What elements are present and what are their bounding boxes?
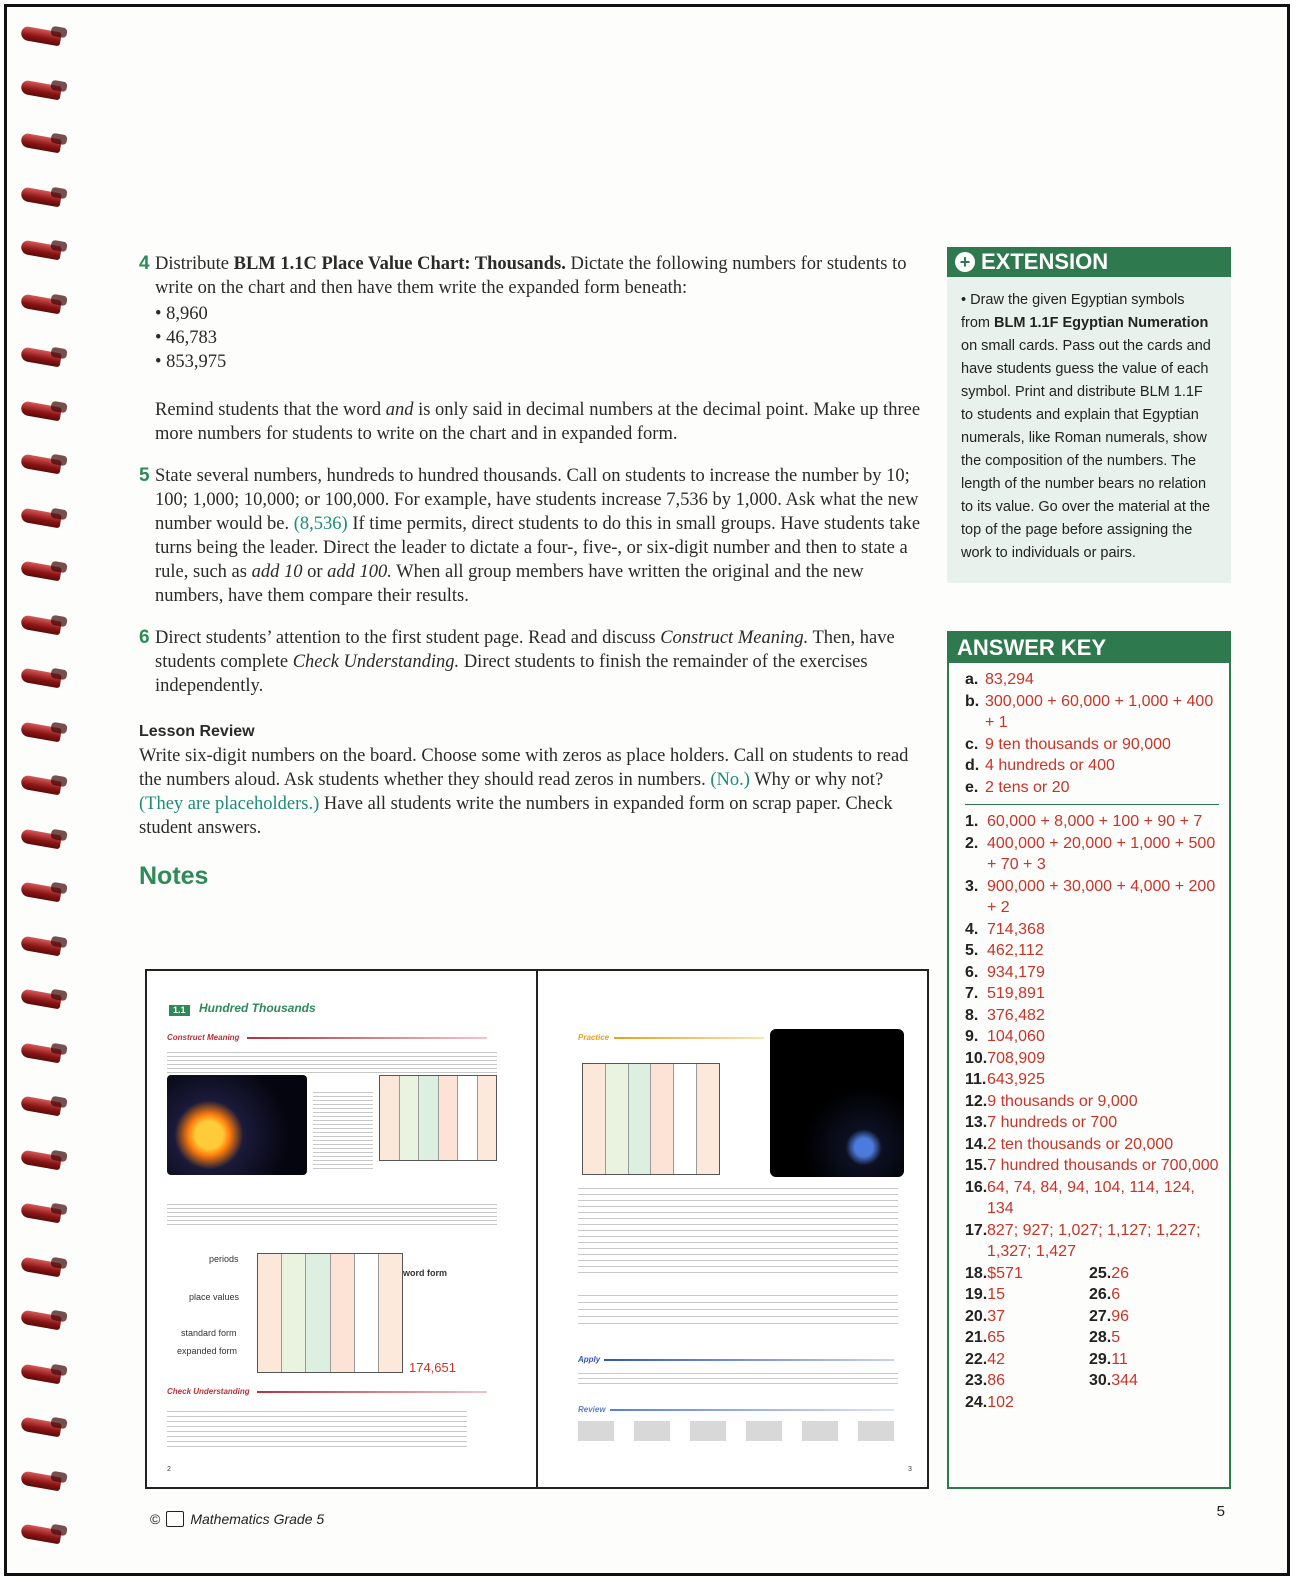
answer-item [965, 1155, 1219, 1177]
answer-value: 300,000 + 60,000 + 1,000 + 400 + 1 [985, 692, 1214, 731]
apply-problem [578, 1369, 898, 1385]
answer-value: 900,000 + 30,000 + 4,000 + 200 + 2 [987, 877, 1216, 916]
answer-value: 714,368 [987, 920, 1045, 938]
spiral-ring [21, 81, 67, 101]
answer-label: c. [965, 735, 979, 753]
spiral-ring [21, 1525, 67, 1545]
big-number: 174,651 [409, 1360, 456, 1375]
spiral-ring [21, 1472, 67, 1492]
review-exercises [578, 1421, 898, 1441]
answer-label: 15. [965, 1157, 988, 1174]
emphasis: Construct Meaning. [660, 628, 809, 648]
emphasis: Check Understanding. [292, 652, 460, 672]
place-value-exercises [578, 1289, 898, 1329]
spiral-ring [21, 241, 67, 261]
answer-value: 519,891 [987, 985, 1045, 1002]
answer-label: 30. [1089, 1372, 1112, 1389]
spiral-ring [21, 776, 67, 796]
standard-form-label: standard form [181, 1328, 237, 1338]
answer-item [1089, 1306, 1213, 1328]
numbered-answers [965, 811, 1219, 1263]
step-text: Distribute [155, 254, 234, 274]
spiral-binding [21, 27, 73, 1567]
extension-header [947, 247, 1231, 277]
answer-item [965, 1220, 1219, 1263]
number-list [155, 302, 929, 374]
spiral-ring [21, 1204, 67, 1224]
caption-text [313, 1089, 373, 1169]
answer-value: 5 [1111, 1329, 1121, 1346]
student-pages-thumbnail [145, 969, 929, 1489]
answer-label: 29. [1089, 1350, 1112, 1368]
answer-value: 6 [1111, 1286, 1121, 1303]
spiral-ring [21, 27, 67, 47]
answer-item [965, 1263, 1089, 1285]
answer-item [965, 940, 1219, 962]
answer-item [965, 1091, 1219, 1113]
answer-columns [965, 1263, 1219, 1414]
text: Direct students to finish the remainder of the exercises independently. [155, 652, 868, 696]
text: is only said in decimal numbers at the decimal point. Make up three more numbers for students to write on the chart and in expanded form. [155, 400, 921, 444]
answer-label: 6. [965, 963, 979, 981]
answer-value: 9 ten thousands or 90,000 [985, 735, 1171, 753]
answer-column-left [965, 1263, 1089, 1414]
page-number: 3 [908, 1466, 912, 1473]
page-number: 2 [167, 1466, 171, 1473]
answer-label: e. [965, 778, 979, 796]
answer-item [965, 1284, 1089, 1306]
lesson-number-tag: 1.1 [169, 1005, 190, 1016]
answer-value: 102 [987, 1393, 1014, 1411]
practice-exercises [578, 1183, 898, 1273]
answer-value: 7 hundreds or 700 [987, 1114, 1118, 1131]
step-number: 5 [139, 465, 150, 486]
student-page-right [538, 971, 927, 1487]
extension-box [947, 247, 1231, 583]
answer-value: 26 [1111, 1264, 1130, 1282]
lesson-review-text [139, 744, 929, 840]
spiral-ring [21, 455, 67, 475]
answer-label: 27. [1089, 1307, 1112, 1325]
answer-label: 23. [965, 1372, 988, 1389]
answer-value: 9 thousands or 9,000 [987, 1092, 1138, 1110]
answer-value: 64, 74, 84, 94, 104, 114, 124, 134 [987, 1178, 1195, 1217]
answer-text: (They are placeholders.) [139, 794, 320, 814]
spiral-ring [21, 188, 67, 208]
lesson-review [139, 720, 929, 840]
step-6 [139, 626, 929, 698]
text: or [302, 562, 328, 582]
spiral-ring [21, 509, 67, 529]
practice-heading: Practice [578, 1033, 610, 1042]
text: Why or why not? [749, 770, 884, 790]
review-heading: Review [578, 1405, 606, 1414]
answer-value: 83,294 [985, 671, 1034, 688]
check-exercises [167, 1407, 467, 1447]
spiral-ring [21, 990, 67, 1010]
answer-value: 344 [1111, 1372, 1138, 1389]
step-number: 6 [139, 627, 150, 648]
answer-label: 7. [965, 985, 979, 1002]
answer-label: 4. [965, 920, 979, 938]
text: Direct students’ attention to the first student page. Read and discuss [155, 628, 661, 648]
answer-label: 19. [965, 1286, 988, 1303]
spiral-ring [21, 562, 67, 582]
spiral-ring [21, 669, 67, 689]
answer-value: 42 [987, 1350, 1006, 1368]
answer-label: 22. [965, 1350, 988, 1368]
answer-item [965, 669, 1219, 691]
answer-item [965, 1327, 1089, 1349]
lesson-steps [139, 252, 929, 888]
spiral-ring [21, 134, 67, 154]
answer-item [965, 734, 1219, 756]
blm-reference: BLM 1.1C Place Value Chart: Thousands. [233, 254, 566, 274]
spiral-ring [21, 723, 67, 743]
answer-label: 5. [965, 942, 979, 959]
page-frame [4, 4, 1290, 1576]
book-title: Mathematics Grade 5 [190, 1511, 325, 1527]
lesson-title: Hundred Thousands [199, 1001, 316, 1015]
answer-value: 643,925 [987, 1071, 1045, 1088]
answer-label: 13. [965, 1114, 988, 1131]
answer-value: 96 [1111, 1307, 1130, 1325]
answer-label: 2. [965, 834, 979, 852]
word-form-label: word form [403, 1268, 447, 1278]
answer-value: 376,482 [987, 1006, 1045, 1024]
spiral-ring [21, 1258, 67, 1278]
answer-label: d. [965, 757, 980, 774]
answer-label: 18. [965, 1264, 988, 1282]
answer-label: 8. [965, 1006, 979, 1024]
place-value-diagram [257, 1253, 403, 1373]
step-4 [139, 252, 929, 446]
heading-rule [610, 1409, 894, 1411]
expanded-form-label: expanded form [177, 1346, 238, 1356]
step-paragraph [155, 398, 929, 446]
text: Then, have students complete [155, 628, 895, 672]
spiral-ring [21, 1097, 67, 1117]
answer-item [965, 833, 1219, 876]
spiral-ring [21, 348, 67, 368]
answer-item [965, 1370, 1089, 1392]
answer-value: 2 tens or 20 [985, 778, 1070, 796]
answer-item [1089, 1370, 1213, 1392]
answer-label: 28. [1089, 1329, 1112, 1346]
answer-list [949, 663, 1229, 1413]
place-values-label: place values [189, 1292, 240, 1302]
answer-value: 15 [987, 1286, 1006, 1303]
answer-item [965, 777, 1219, 799]
answer-value: 400,000 + 20,000 + 1,000 + 500 + 70 + 3 [987, 834, 1216, 873]
answer-value: $571 [987, 1264, 1023, 1282]
answer-value: 86 [987, 1372, 1006, 1389]
answer-item [965, 811, 1219, 833]
letter-answers [965, 669, 1219, 798]
answer-label: b. [965, 692, 980, 710]
solar-system-image [167, 1075, 307, 1175]
answer-item [965, 919, 1219, 941]
spiral-ring [21, 883, 67, 903]
answer-value: 462,112 [987, 942, 1044, 959]
answer-label: 20. [965, 1307, 988, 1325]
answer-item [965, 1392, 1089, 1414]
answer-item [965, 1026, 1219, 1048]
answer-label: 1. [965, 813, 979, 830]
text: When all group members have written the original and the new numbers, have them compare their results. [155, 562, 864, 606]
text: State several numbers, hundreds to hundred thousands. Call on students to increase the number by 10; 100; 1,000; 10,000; or 100,000. For example, have students increase 7,536 by 1,000. Ask what the new number would be. [155, 466, 919, 534]
answer-key-box [947, 631, 1231, 1489]
notes-heading: Notes [139, 862, 209, 890]
spiral-ring [21, 295, 67, 315]
answer-value: 11 [1111, 1350, 1128, 1368]
plus-icon: + [955, 252, 975, 272]
answer-label: 24. [965, 1393, 988, 1411]
heading-rule [257, 1391, 487, 1393]
student-page-left [147, 971, 538, 1487]
answer-value: 60,000 + 8,000 + 100 + 90 + 7 [987, 813, 1203, 830]
answer-value: 7 hundred thousands or 700,000 [987, 1157, 1219, 1174]
text: • Draw the given Egyptian symbols from [961, 292, 1185, 331]
answer-item [965, 1005, 1219, 1027]
spiral-ring [21, 1418, 67, 1438]
blm-reference: BLM 1.1F Egyptian Numeration [994, 315, 1209, 331]
answer-item [965, 1177, 1219, 1220]
practice-chart [582, 1063, 720, 1175]
answer-key-title: ANSWER KEY [957, 635, 1107, 660]
heading-rule [247, 1037, 487, 1039]
answer-label: 17. [965, 1221, 988, 1239]
answer-column-right [1089, 1263, 1213, 1414]
answer-item [965, 755, 1219, 777]
answer-item [965, 691, 1219, 734]
answer-value: 4 hundreds or 400 [985, 757, 1115, 774]
apply-heading: Apply [578, 1355, 601, 1364]
step-text: Dictate the following numbers for students to write on the chart and then have them write the expanded form beneath: [155, 254, 907, 298]
answer-item [1089, 1327, 1213, 1349]
answer-label: 21. [965, 1329, 988, 1346]
spiral-ring [21, 937, 67, 957]
answer-value: 827; 927; 1,027; 1,127; 1,227; 1,327; 1,427 [987, 1221, 1201, 1260]
heading-rule [614, 1037, 764, 1039]
answer-item [965, 1069, 1219, 1091]
answer-value: 37 [987, 1307, 1006, 1325]
place-value-chart [379, 1075, 497, 1161]
answer-label: 25. [1089, 1264, 1112, 1282]
answer-label: 12. [965, 1092, 988, 1110]
answer-item [965, 1134, 1219, 1156]
answer-value: 708,909 [987, 1049, 1046, 1067]
periods-label: periods [209, 1254, 239, 1264]
answer-label: 11. [965, 1071, 987, 1088]
answer-item [1089, 1349, 1213, 1371]
answer-item [1089, 1263, 1213, 1285]
text: on small cards. Pass out the cards and have students guess the value of each symbol. Print and distribute BLM 1.1F to students and explain that Egyptian numerals, like Roman numerals, show the composition of the numbers. The length of the number bears no relation to its value. Go over the material at the top of the page before assigning the work to individuals or pairs. [961, 338, 1211, 561]
step-number: 4 [139, 253, 150, 274]
spiral-ring [21, 1151, 67, 1171]
spiral-ring [21, 1365, 67, 1385]
answer-text: (8,536) [293, 514, 348, 534]
answer-value: 934,179 [987, 963, 1045, 981]
list-item: • 46,783 [155, 328, 217, 348]
check-understanding-heading: Check Understanding [167, 1387, 250, 1396]
answer-label: 26. [1089, 1286, 1112, 1303]
spiral-ring [21, 1311, 67, 1331]
text: Have all students write the numbers in expanded form on scrap paper. Check student answers. [139, 794, 893, 838]
construct-meaning-heading: Construct Meaning [167, 1033, 240, 1042]
text: Write six-digit numbers on the board. Choose some with zeros as place holders. Call on students to read the numbers aloud. Ask students whether they should read zeros in numbers. [139, 746, 909, 790]
spiral-ring [21, 1044, 67, 1064]
text: Remind students that the word [155, 400, 386, 420]
answer-label: 10. [965, 1049, 988, 1067]
spiral-ring [21, 402, 67, 422]
answer-text: (No.) [710, 770, 750, 790]
heading-rule [604, 1359, 894, 1361]
answer-key-header [949, 633, 1229, 663]
answer-item [965, 983, 1219, 1005]
extension-title: EXTENSION [981, 249, 1109, 274]
answer-item [1089, 1284, 1213, 1306]
divider [965, 804, 1219, 805]
spiral-ring [21, 616, 67, 636]
emphasis: add 100. [327, 562, 392, 582]
answer-value: 104,060 [987, 1028, 1045, 1045]
lesson-review-heading: Lesson Review [139, 723, 255, 740]
answer-label: 3. [965, 877, 979, 895]
answer-item [965, 962, 1219, 984]
answer-label: 14. [965, 1135, 988, 1153]
answer-item [965, 1349, 1089, 1371]
answer-item [965, 876, 1219, 919]
answer-item [965, 1112, 1219, 1134]
answer-label: 9. [965, 1028, 979, 1045]
list-item: • 853,975 [155, 352, 227, 372]
answer-label: a. [965, 671, 979, 688]
copyright-symbol: © [150, 1511, 161, 1527]
spiral-ring [21, 830, 67, 850]
answer-value: 2 ten thousands or 20,000 [987, 1135, 1174, 1153]
answer-item [965, 1306, 1089, 1328]
footer [150, 1511, 324, 1527]
step-5 [139, 464, 929, 608]
answer-value: 65 [987, 1329, 1006, 1346]
intro-paragraph [167, 1049, 497, 1073]
page-number: 5 [1216, 1503, 1225, 1520]
digits-paragraph [167, 1201, 497, 1225]
extension-text [947, 277, 1231, 575]
emphasis: and [385, 400, 414, 420]
list-item: • 8,960 [155, 304, 208, 324]
book-logo-icon [166, 1511, 184, 1527]
text: If time permits, direct students to do this in small groups. Have students take turns being the leader. Direct the leader to dictate a four-, five-, or six-digit number and then to state a rule, such as [155, 514, 921, 582]
answer-label: 16. [965, 1178, 988, 1196]
emphasis: add 10 [251, 562, 303, 582]
moon-earth-image [770, 1029, 904, 1177]
answer-item [965, 1048, 1219, 1070]
